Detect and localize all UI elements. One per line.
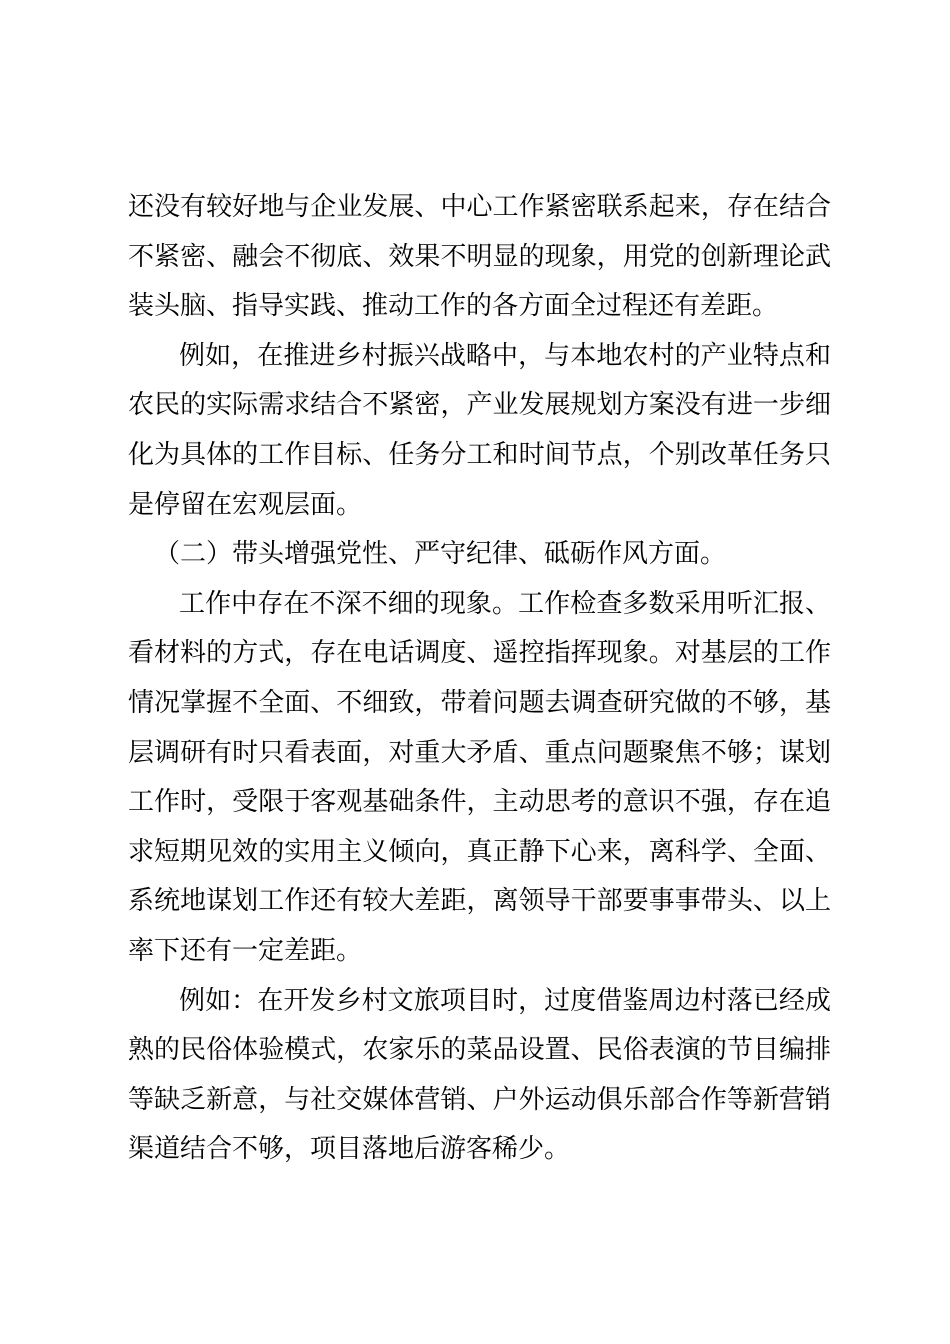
- text-line: 是停留在宏观层面。: [128, 489, 363, 520]
- paragraph-example-rural-revitalization: [128, 332, 831, 530]
- text-line: 系统地谋划工作还有较大差距，离领导干部要事事带头、以上: [128, 886, 831, 917]
- text-line: 化为具体的工作目标、任务分工和时间节点，个别改革任务只: [128, 439, 831, 470]
- text-line: 还没有较好地与企业发展、中心工作紧密联系起来，存在结合: [128, 192, 831, 222]
- text-line: 看材料的方式，存在电话调度、遥控指挥现象。对基层的工作: [128, 638, 831, 669]
- text-line: 等缺乏新意，与社交媒体营销、户外运动俱乐部合作等新营销: [128, 1084, 831, 1115]
- text-line: 层调研有时只看表面，对重大矛盾、重点问题聚焦不够；谋划: [128, 737, 831, 768]
- paragraph-work-style: [128, 580, 831, 977]
- text-line: 熟的民俗体验模式，农家乐的菜品设置、民俗表演的节目编排: [128, 1035, 831, 1066]
- text-line: 求短期见效的实用主义倾向，真正静下心来，离科学、全面、: [128, 836, 831, 867]
- heading-line: （二）带头增强党性、严守纪律、砥砺作风方面。: [154, 539, 727, 570]
- text-line: 率下还有一定差距。: [128, 935, 363, 966]
- paragraph-example-cultural-tourism: [128, 977, 831, 1175]
- text-line: 工作时，受限于客观基础条件，主动思考的意识不强，存在追: [128, 787, 831, 818]
- text-line: 例如：在开发乡村文旅项目时，过度借鉴周边村落已经成: [179, 985, 831, 1016]
- section-heading: [128, 530, 831, 580]
- text-line: 不紧密、融会不彻底、效果不明显的现象，用党的创新理论武: [128, 241, 831, 272]
- paragraph-continuation: [128, 183, 831, 332]
- document-page: [128, 183, 831, 1175]
- text-line: 情况掌握不全面、不细致，带着问题去调查研究做的不够，基: [128, 687, 831, 718]
- text-line: 农民的实际需求结合不紧密，产业发展规划方案没有进一步细: [128, 390, 831, 421]
- text-line: 装头脑、指导实践、推动工作的各方面全过程还有差距。: [128, 291, 779, 322]
- text-line: 渠道结合不够，项目落地后游客稀少。: [128, 1134, 571, 1165]
- text-line: 例如，在推进乡村振兴战略中，与本地农村的产业特点和: [179, 340, 831, 371]
- text-line: 工作中存在不深不细的现象。工作检查多数采用听汇报、: [179, 588, 831, 619]
